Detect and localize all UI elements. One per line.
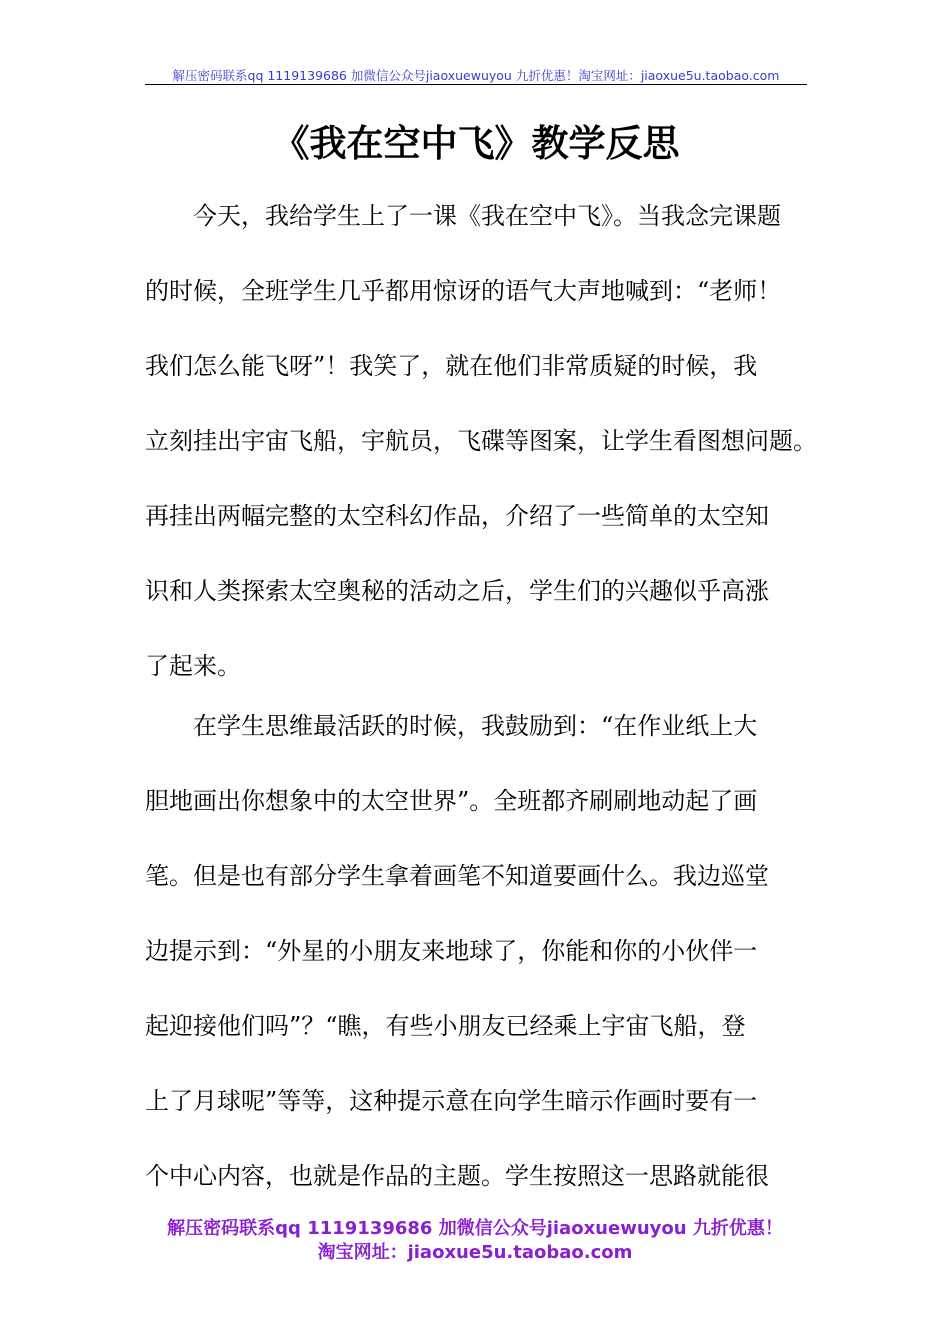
footer-line-2: 淘宝网址：jiaoxue5u.taobao.com (317, 1242, 633, 1263)
body-line: 起迎接他们吗”？“瞧，有些小朋友已经乘上宇宙飞船，登 (145, 1012, 746, 1040)
page-title: 《我在空中飞》教学反思 (272, 122, 680, 165)
body-line: 再挂出两幅完整的太空科幻作品，介绍了一些简单的太空知 (145, 502, 769, 530)
body-line: 在学生思维最活跃的时候，我鼓励到：“在作业纸上大 (145, 712, 758, 740)
body-line: 个中心内容，也就是作品的主题。学生按照这一思路就能很 (145, 1162, 769, 1190)
body-line: 的时候，全班学生几乎都用惊讶的语气大声地喊到：“老师！ (145, 277, 782, 305)
footer-contact (0, 1217, 950, 1265)
header-contact-text: 解压密码联系qq 1119139686 加微信公众号jiaoxuewuyou 九折优惠！淘宝网址：jiaoxue5u.taobao.com (172, 68, 780, 83)
body-line: 胆地画出你想象中的太空世界”。全班都齐刷刷地动起了画 (145, 787, 758, 815)
header-divider (145, 84, 807, 85)
body-line: 立刻挂出宇宙飞船，宇航员，飞碟等图案，让学生看图想问题。 (145, 427, 817, 455)
body-line: 边提示到：“外星的小朋友来地球了，你能和你的小伙伴一 (145, 937, 758, 965)
body-line: 识和人类探索太空奥秘的活动之后，学生们的兴趣似乎高涨 (145, 577, 769, 605)
body-line: 今天，我给学生上了一课《我在空中飞》。当我念完课题 (145, 202, 781, 230)
body-line: 上了月球呢”等等，这种提示意在向学生暗示作画时要有一 (145, 1087, 758, 1115)
body-line: 我们怎么能飞呀”！我笑了，就在他们非常质疑的时候，我 (145, 352, 758, 380)
footer-line-1: 解压密码联系qq 1119139686 加微信公众号jiaoxuewuyou 九折优惠！ (167, 1218, 783, 1239)
body-line: 了起来。 (145, 652, 241, 680)
body-line: 笔。但是也有部分学生拿着画笔不知道要画什么。我边巡堂 (145, 862, 769, 890)
